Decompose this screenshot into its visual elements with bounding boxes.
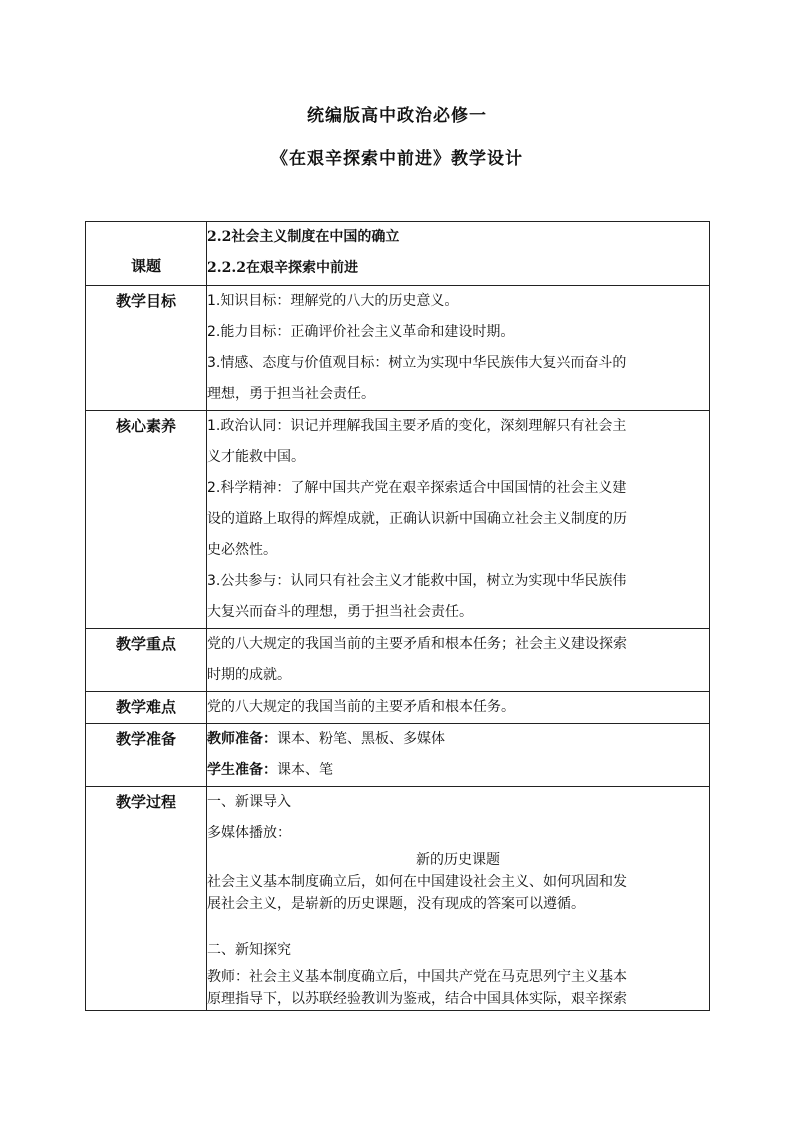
- slide-title: 新的历史课题: [416, 852, 500, 868]
- literacy-line: 史必然性。: [207, 542, 277, 558]
- process-multimedia: 多媒体播放：: [207, 825, 291, 841]
- process-section-explore: 二、新知探究: [207, 942, 291, 958]
- document-subtitle: 《在艰辛探索中前进》教学设计: [271, 149, 523, 169]
- topic-line: 2.2.2在艰辛探索中前进: [207, 260, 358, 276]
- preparation-content: [207, 724, 710, 787]
- teacher-line: 原理指导下，以苏联经验教训为鉴戒，结合中国具体实际，艰辛探索: [207, 991, 627, 1007]
- literacy-line: 义才能救中国。: [207, 449, 305, 465]
- literacy-line: 设的道路上取得的辉煌成就，正确认识新中国确立社会主义制度的历: [207, 511, 627, 527]
- document-title: 统编版高中政治必修一: [307, 106, 487, 126]
- lesson-plan-table: [85, 221, 710, 1011]
- slide-line: 社会主义基本制度确立后，如何在中国建设社会主义、如何巩固和发: [207, 874, 627, 890]
- slide-line: 展社会主义，是崭新的历史课题，没有现成的答案可以遵循。: [207, 896, 585, 912]
- student-preparation-label: 学生准备：: [207, 762, 277, 778]
- topic-label: 课题: [86, 222, 207, 286]
- preparation-label: 教学准备: [86, 724, 207, 787]
- literacy-line: 2.科学精神：了解中国共产党在艰辛探索适合中国国情的社会主义建: [207, 480, 627, 496]
- process-label: 教学过程: [86, 787, 207, 1011]
- goals-line: 理想，勇于担当社会责任。: [207, 386, 375, 402]
- teacher-preparation: [207, 724, 709, 755]
- topic-content: [207, 222, 710, 286]
- literacy-label: 核心素养: [86, 411, 207, 629]
- goals-line: 2.能力目标：正确评价社会主义革命和建设时期。: [207, 324, 515, 340]
- difficulties-label: 教学难点: [86, 692, 207, 724]
- teacher-preparation-items: 课本、粉笔、黑板、多媒体: [277, 731, 445, 747]
- spacer: [207, 915, 709, 935]
- goals-content: [207, 286, 710, 411]
- student-preparation: [207, 755, 709, 786]
- goals-label: 教学目标: [86, 286, 207, 411]
- row-difficulties: [86, 692, 710, 724]
- key-points-content: [207, 629, 710, 692]
- key-points-label: 教学重点: [86, 629, 207, 692]
- row-literacy: [86, 411, 710, 629]
- literacy-line: 3.公共参与：认同只有社会主义才能救中国，树立为实现中华民族伟: [207, 573, 627, 589]
- process-section-intro: 一、新课导入: [207, 794, 291, 810]
- topic-line: 2.2社会主义制度在中国的确立: [207, 229, 400, 245]
- process-content: [207, 787, 710, 1011]
- row-key-points: [86, 629, 710, 692]
- teacher-preparation-label: 教师准备：: [207, 731, 277, 747]
- row-topic: [86, 222, 710, 286]
- teacher-line: 教师：社会主义基本制度确立后，中国共产党在马克思列宁主义基本: [207, 969, 627, 985]
- student-preparation-items: 课本、笔: [277, 762, 333, 778]
- difficulties-content: [207, 692, 710, 724]
- row-preparation: [86, 724, 710, 787]
- literacy-line: 1.政治认同：识记并理解我国主要矛盾的变化，深刻理解只有社会主: [207, 418, 627, 434]
- goals-line: 1.知识目标：理解党的八大的历史意义。: [207, 293, 459, 309]
- row-goals: [86, 286, 710, 411]
- literacy-line: 大复兴而奋斗的理想，勇于担当社会责任。: [207, 604, 473, 620]
- row-process: [86, 787, 710, 1011]
- key-points-line: 时期的成就。: [207, 667, 291, 683]
- goals-line: 3.情感、态度与价值观目标：树立为实现中华民族伟大复兴而奋斗的: [207, 355, 627, 371]
- literacy-content: [207, 411, 710, 629]
- key-points-line: 党的八大规定的我国当前的主要矛盾和根本任务；社会主义建设探索: [207, 636, 627, 652]
- difficulties-line: 党的八大规定的我国当前的主要矛盾和根本任务。: [207, 699, 515, 715]
